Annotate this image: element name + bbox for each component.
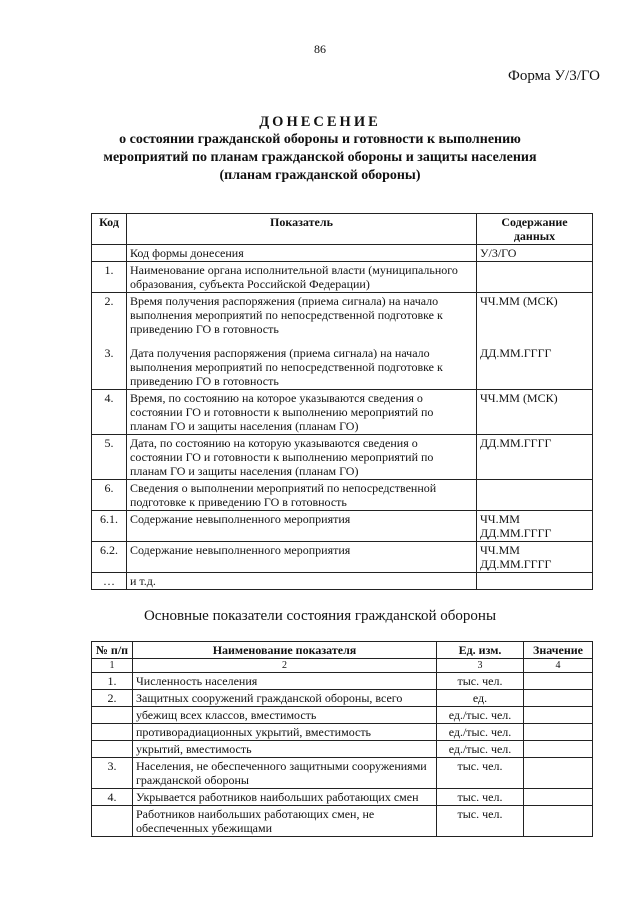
document-title (0, 113, 640, 185)
column-number: 1 (92, 659, 133, 673)
row-code: 6.2. (92, 542, 127, 573)
row-value (524, 690, 593, 707)
indicators-table (91, 641, 593, 837)
table-row (92, 262, 593, 293)
row-name: Численность населения (133, 673, 437, 690)
row-code: 1. (92, 262, 127, 293)
header-indicator: Показатель (127, 214, 477, 245)
row-content: ЧЧ.ММ (МСК) (477, 390, 593, 435)
report-table-header (92, 214, 593, 245)
row-unit: тыс. чел. (437, 789, 524, 806)
row-unit: ед./тыс. чел. (437, 741, 524, 758)
row-code (92, 337, 127, 390)
row-indicator: Содержание невыполненного мероприятия (127, 511, 477, 542)
title-line-1: о состоянии гражданской обороны и готовности к выполнению (119, 132, 521, 147)
table-row (92, 789, 593, 806)
table-row (92, 435, 593, 480)
row-value (524, 724, 593, 741)
row-code: 6.1. (92, 511, 127, 542)
row-content (477, 542, 593, 573)
row-content (477, 511, 593, 542)
row-content-text: ДД.ММ.ГГГГ (480, 346, 552, 360)
table-row (92, 758, 593, 789)
title-line-2: мероприятий по планам гражданской обороны и защиты населения (103, 150, 537, 165)
row-name: убежищ всех классов, вместимость (133, 707, 437, 724)
row-value (524, 707, 593, 724)
row-code: 2. (92, 293, 127, 338)
row-unit: тыс. чел. (437, 758, 524, 789)
row-content-date: ДД.ММ.ГГГГ (480, 557, 552, 571)
column-number: 3 (437, 659, 524, 673)
row-indicator: Дата, по состоянию на которую указываются сведения о состоянии ГО и готовности к выполнению мероприятий по планам ГО и защиты населения (планам ГО) (127, 435, 477, 480)
row-content-time: ЧЧ.ММ (480, 543, 520, 557)
row-name: Населения, не обеспеченного защитными сооружениями гражданской обороны (133, 758, 437, 789)
row-content (477, 337, 593, 390)
row-number: 4. (92, 789, 133, 806)
table-row (92, 707, 593, 724)
table-row (92, 806, 593, 837)
row-number (92, 741, 133, 758)
title-heading: ДОНЕСЕНИЕ (259, 114, 381, 130)
row-unit: ед./тыс. чел. (437, 707, 524, 724)
row-unit: тыс. чел. (437, 673, 524, 690)
row-number (92, 806, 133, 837)
row-code (92, 245, 127, 262)
row-number: 3. (92, 758, 133, 789)
row-content-date: ДД.ММ.ГГГГ (480, 526, 552, 540)
row-unit: ед. (437, 690, 524, 707)
row-name: противорадиационных укрытий, вместимость (133, 724, 437, 741)
row-name: укрытий, вместимость (133, 741, 437, 758)
row-indicator-text: Дата получения распоряжения (приема сигнала) на начало выполнения мероприятий по непосредственной подготовке к приведению ГО в готовность (130, 346, 443, 388)
page-number: 86 (314, 42, 326, 56)
header-number: № п/п (92, 642, 133, 659)
row-number (92, 707, 133, 724)
row-content: У/3/ГО (477, 245, 593, 262)
row-indicator: Время получения распоряжения (приема сигнала) на начало выполнения мероприятий по непосредственной подготовке к приведению ГО в готовность (127, 293, 477, 338)
column-number: 2 (133, 659, 437, 673)
row-content (477, 573, 593, 590)
column-number: 4 (524, 659, 593, 673)
row-indicator: Сведения о выполнении мероприятий по непосредственной подготовке к приведению ГО в готовность (127, 480, 477, 511)
row-content (477, 480, 593, 511)
row-content: ЧЧ.ММ (МСК) (477, 293, 593, 338)
header-code: Код (92, 214, 127, 245)
row-number: 2. (92, 690, 133, 707)
row-number (92, 724, 133, 741)
row-indicator: и т.д. (127, 573, 477, 590)
table-row (92, 245, 593, 262)
row-indicator: Время, по состоянию на которое указываются сведения о состоянии ГО и готовности к выполнению мероприятий по планам ГО и защиты населения (планам ГО) (127, 390, 477, 435)
table-row (92, 673, 593, 690)
row-number: 1. (92, 673, 133, 690)
row-code: 6. (92, 480, 127, 511)
table-row (92, 390, 593, 435)
row-unit: ед./тыс. чел. (437, 724, 524, 741)
row-value (524, 741, 593, 758)
row-indicator (127, 337, 477, 390)
row-code: … (92, 573, 127, 590)
row-value (524, 806, 593, 837)
row-content (477, 262, 593, 293)
row-name: Укрывается работников наибольших работающих смен (133, 789, 437, 806)
row-indicator: Содержание невыполненного мероприятия (127, 542, 477, 573)
table-row (92, 293, 593, 338)
row-name: Работников наибольших работающих смен, не обеспеченных убежищами (133, 806, 437, 837)
row-value (524, 758, 593, 789)
table-row (92, 511, 593, 542)
header-value: Значение (524, 642, 593, 659)
row-content: ДД.ММ.ГГГГ (477, 435, 593, 480)
row-name: Защитных сооружений гражданской обороны, всего (133, 690, 437, 707)
table-row (92, 573, 593, 590)
table-row (92, 724, 593, 741)
form-label: Форма У/3/ГО (507, 68, 600, 84)
table-row (92, 741, 593, 758)
row-content-time: ЧЧ.ММ (480, 512, 520, 526)
header-unit: Ед. изм. (437, 642, 524, 659)
row-indicator: Код формы донесения (127, 245, 477, 262)
title-line-3: (планам гражданской обороны) (219, 168, 421, 183)
row-code: 5. (92, 435, 127, 480)
table-row (92, 690, 593, 707)
row-value (524, 673, 593, 690)
header-content: Содержание данных (477, 214, 593, 245)
row-code-text: 3. (104, 346, 114, 360)
row-indicator: Наименование органа исполнительной власти (муниципального образования, субъекта Российской Федерации) (127, 262, 477, 293)
section-title: Основные показатели состояния гражданской обороны (143, 608, 497, 624)
table-row (92, 480, 593, 511)
report-table (91, 213, 593, 590)
table-row (92, 542, 593, 573)
header-name: Наименование показателя (133, 642, 437, 659)
table-row (92, 337, 593, 390)
indicators-table-header (92, 642, 593, 659)
row-value (524, 789, 593, 806)
row-code: 4. (92, 390, 127, 435)
column-numbers-row (92, 659, 593, 673)
row-unit: тыс. чел. (437, 806, 524, 837)
